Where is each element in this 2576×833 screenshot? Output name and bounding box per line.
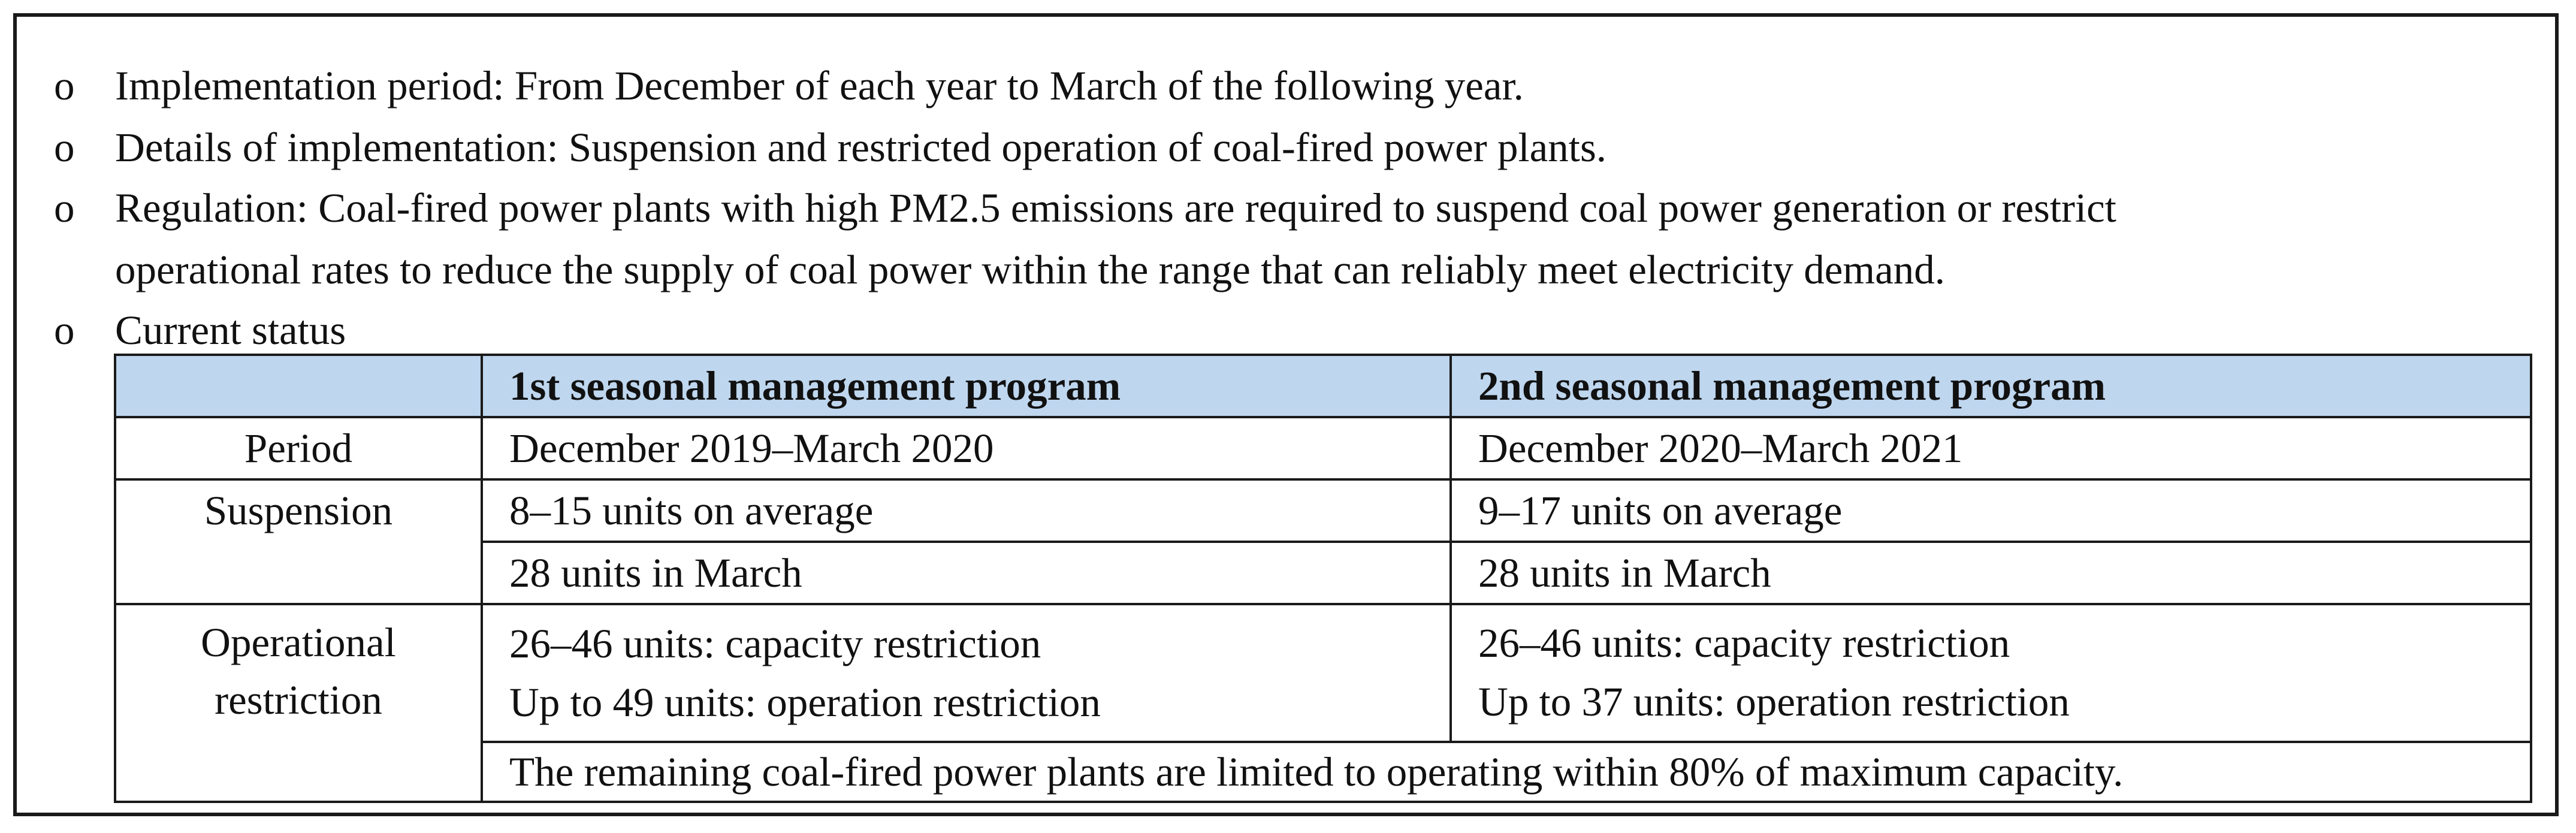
header-first-program: 1st seasonal management program: [482, 355, 1451, 417]
implementation-period-text: Implementation period: From December of each year to March of the following year.: [115, 63, 1524, 108]
bullet-marker: o: [54, 125, 75, 170]
period-first-program: December 2019–March 2020: [482, 417, 1451, 479]
operational-first-program: [482, 604, 1451, 742]
suspension-march-second: 28 units in March: [1451, 542, 2531, 604]
row-label-operational: [115, 604, 482, 802]
suspension-average-second: 9–17 units on average: [1451, 479, 2531, 542]
operational-first-capacity: 26–46 units: capacity restriction: [509, 621, 1041, 666]
remaining-plants-note: The remaining coal-fired power plants are limited to operating within 80% of maximum capacity.: [482, 742, 2531, 802]
period-second-program: December 2020–March 2021: [1451, 417, 2531, 479]
operational-second-program: [1451, 604, 2531, 742]
bullet-marker: o: [54, 63, 75, 108]
table-row-operational: [115, 604, 2531, 742]
current-status-text: Current status: [115, 307, 346, 353]
operational-label-line1: Operational: [201, 620, 396, 665]
table-row-suspension: [115, 479, 2531, 542]
header-second-program: 2nd seasonal management program: [1451, 355, 2531, 417]
regulation-text-line1: Regulation: Coal-fired power plants with high PM2.5 emissions are required to suspend coal power generation or restrict: [115, 185, 2116, 231]
table-row-period: [115, 417, 2531, 479]
status-table: [114, 354, 2532, 803]
details-text: Details of implementation: Suspension and restricted operation of coal-fired power plants.: [115, 125, 1607, 170]
bullet-marker: o: [54, 307, 75, 353]
bullet-marker: o: [54, 185, 75, 231]
content-frame: [13, 13, 2559, 816]
row-label-suspension: Suspension: [115, 479, 482, 604]
table-header-row: [115, 355, 2531, 417]
operational-first-operation: Up to 49 units: operation restriction: [509, 680, 1101, 725]
suspension-march-first: 28 units in March: [482, 542, 1451, 604]
regulation-text-line2: operational rates to reduce the supply of coal power within the range that can reliably meet electricity demand.: [115, 247, 1945, 292]
operational-label-line2: restriction: [215, 677, 382, 723]
row-label-period: Period: [115, 417, 482, 479]
suspension-average-first: 8–15 units on average: [482, 479, 1451, 542]
header-blank-cell: [115, 355, 482, 417]
operational-second-capacity: 26–46 units: capacity restriction: [1478, 620, 2010, 666]
operational-second-operation: Up to 37 units: operation restriction: [1478, 679, 2070, 725]
